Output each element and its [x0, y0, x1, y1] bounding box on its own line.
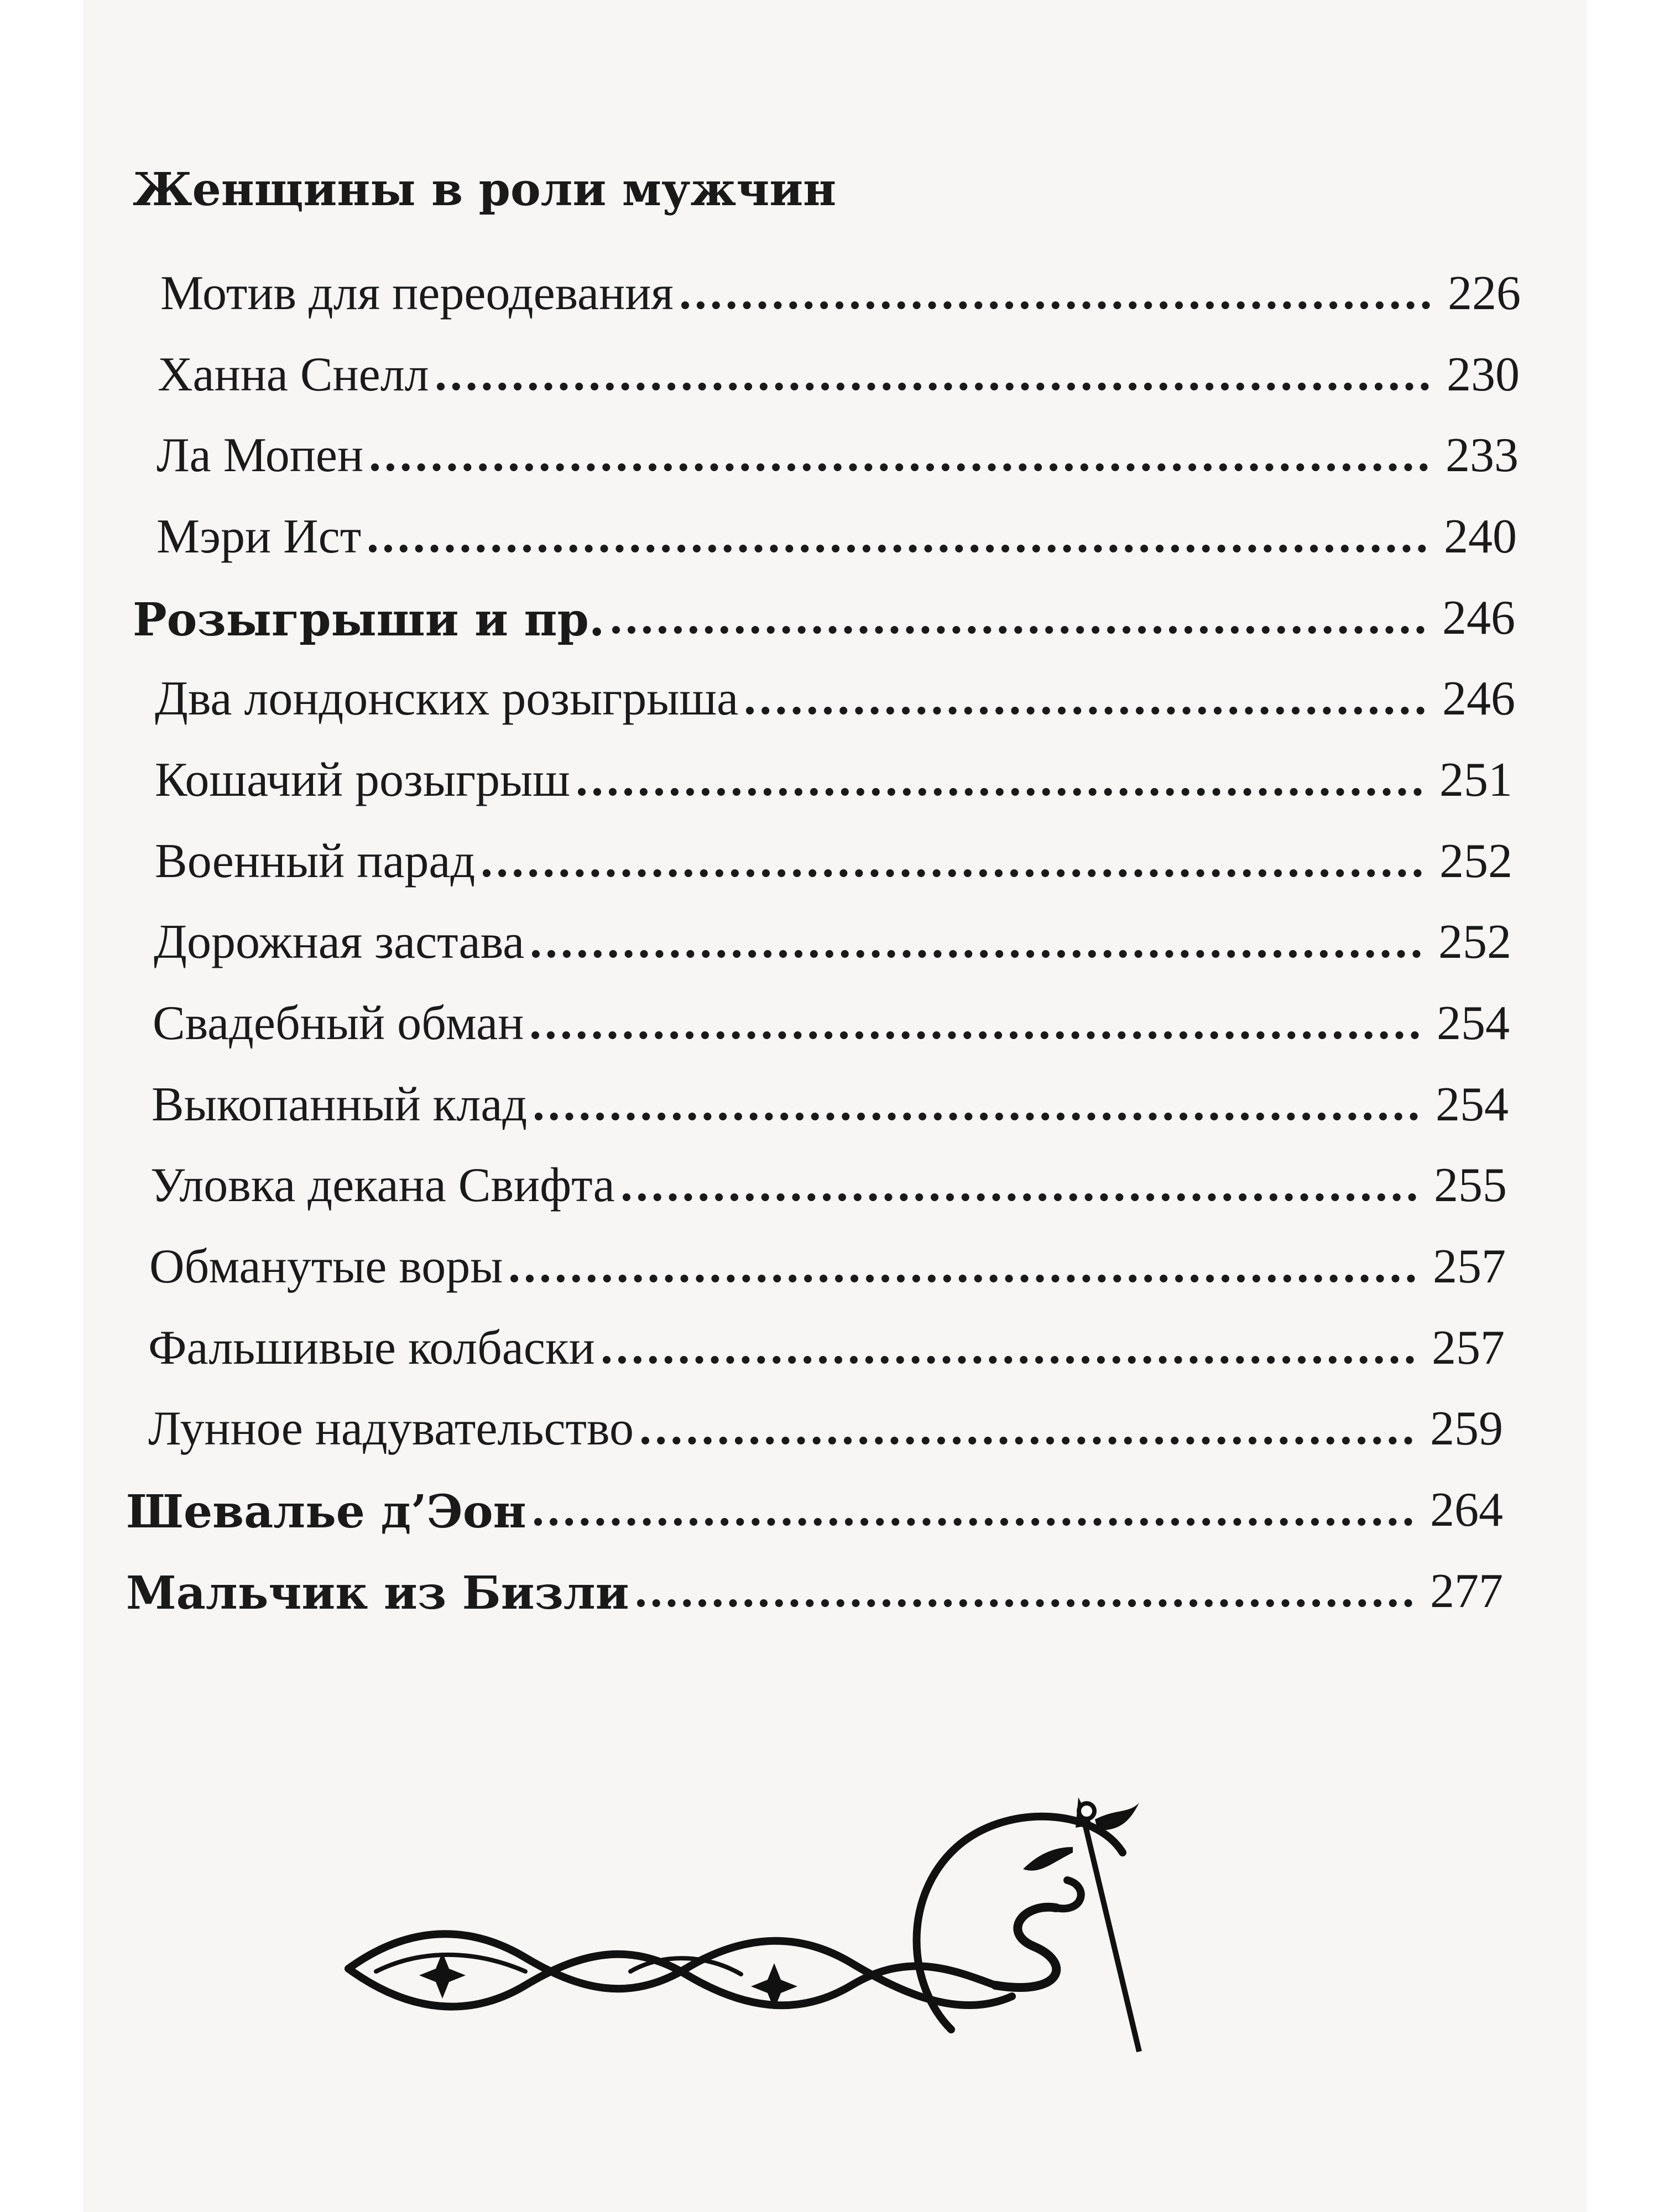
toc-section-entry — [126, 1463, 1503, 1538]
toc-entry-page: 254 — [1436, 1078, 1509, 1131]
toc-entry-page: 246 — [1442, 672, 1515, 726]
dot-leader — [371, 463, 1428, 471]
toc-section-entry — [126, 1544, 1503, 1620]
toc-entry-title: Два лондонских розыгрыша — [155, 672, 739, 726]
toc-entry — [160, 246, 1521, 318]
toc-entry-page: 246 — [1442, 591, 1515, 645]
toc-entry-title: Кошачий розыгрыш — [155, 753, 570, 807]
toc-entry-page: 230 — [1447, 348, 1520, 401]
toc-entry — [153, 976, 1510, 1048]
dot-leader — [681, 301, 1430, 309]
dot-leader — [746, 707, 1425, 714]
toc-entry-page: 264 — [1430, 1483, 1503, 1537]
toc-entry-page: 257 — [1433, 1240, 1506, 1293]
toc-entry-page: 233 — [1446, 429, 1519, 482]
toc-entry-title: Шевалье д’Эон — [126, 1485, 526, 1538]
toc-entry-title: Свадебный обман — [153, 997, 524, 1050]
toc-entry — [156, 489, 1517, 564]
toc-entry-page: 252 — [1438, 915, 1511, 969]
toc-entry-title: Ла Мопен — [156, 429, 364, 482]
toc-entry-title: Мальчик из Бизли — [126, 1567, 629, 1620]
toc-entry-page: 254 — [1437, 997, 1510, 1050]
toc-entry-page: 257 — [1432, 1321, 1505, 1375]
toc-entry-title: Военный парад — [155, 834, 476, 888]
toc-entry-title: Уловка декана Свифта — [150, 1159, 615, 1212]
toc-entry-title: Мотив для переодевания — [160, 267, 674, 320]
toc-entry-page: 252 — [1439, 834, 1512, 888]
toc-entry-title: Выкопанный клад — [152, 1078, 528, 1131]
toc-entry — [148, 1381, 1503, 1453]
dot-leader — [534, 1518, 1412, 1526]
toc-entry-page: 255 — [1434, 1159, 1507, 1212]
toc-entry — [158, 327, 1520, 399]
toc-entry — [155, 814, 1512, 886]
dot-leader — [369, 545, 1426, 552]
toc-entry — [155, 733, 1512, 805]
dot-leader — [612, 626, 1425, 634]
toc-entry — [155, 651, 1515, 726]
serpent-ornament-icon — [343, 1786, 1283, 2074]
toc-entry-title: Мэри Ист — [156, 510, 362, 564]
dot-leader — [623, 1193, 1416, 1201]
toc-entry-title: Лунное надувательство — [148, 1402, 634, 1455]
toc-entry — [156, 408, 1519, 480]
toc-section-heading: Женщины в роли мужчин — [133, 163, 837, 216]
dot-leader — [531, 1031, 1419, 1039]
dot-leader — [578, 788, 1422, 796]
toc-entry-page: 259 — [1430, 1402, 1503, 1455]
toc-entry-page: 226 — [1448, 267, 1521, 320]
toc-entry — [154, 895, 1511, 967]
toc-entry-title: Обманутые воры — [149, 1240, 503, 1293]
dot-leader — [510, 1275, 1415, 1282]
dot-leader — [637, 1599, 1412, 1607]
dot-leader — [483, 869, 1422, 877]
toc-section-entry — [133, 571, 1515, 646]
toc-entry — [152, 1057, 1509, 1129]
toc-entry-title: Ханна Снелл — [158, 348, 429, 401]
dot-leader — [641, 1437, 1412, 1444]
toc-entry — [150, 1138, 1507, 1210]
toc-entry — [148, 1301, 1505, 1373]
toc-entry-title: Фальшивые колбаски — [148, 1321, 595, 1375]
dot-leader — [532, 950, 1421, 958]
toc-entry — [149, 1219, 1506, 1291]
toc-entry-page: 240 — [1444, 510, 1517, 564]
dot-leader — [437, 383, 1429, 390]
dot-leader — [603, 1356, 1414, 1364]
toc-entry-page: 277 — [1430, 1564, 1503, 1618]
dot-leader — [535, 1113, 1418, 1120]
toc-entry-page: 251 — [1439, 753, 1512, 807]
toc-entry-title: Дорожная застава — [154, 915, 525, 969]
toc-entry-title: Розыгрыши и пр. — [133, 593, 605, 646]
